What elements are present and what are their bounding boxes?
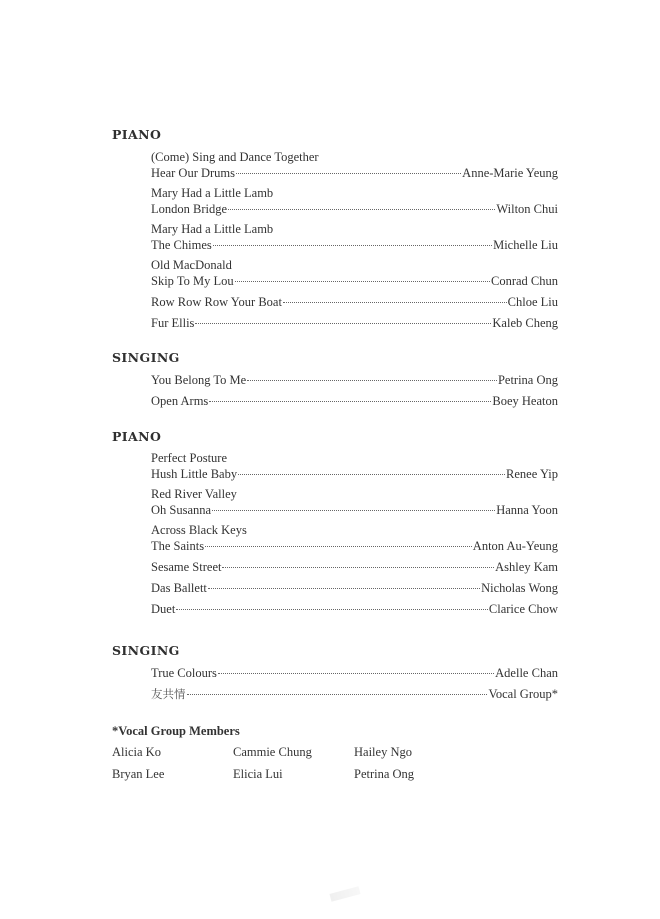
program-row xyxy=(151,237,558,253)
performer: Michelle Liu xyxy=(493,238,558,252)
section-heading: SINGING xyxy=(112,350,180,365)
performer: Anton Au-Yeung xyxy=(472,539,558,553)
leader-dots xyxy=(236,173,461,174)
piece-title: Open Arms xyxy=(151,394,209,408)
performer: Renee Yip xyxy=(506,467,558,481)
program-row xyxy=(151,686,558,702)
program-row xyxy=(151,502,558,518)
piece-title: You Belong To Me xyxy=(151,373,247,387)
program-row xyxy=(151,538,558,554)
section-heading: PIANO xyxy=(112,127,162,142)
piece-subtitle: Across Black Keys xyxy=(151,523,247,537)
program-row xyxy=(151,273,558,289)
piece-title: Hush Little Baby xyxy=(151,467,238,481)
piece-subtitle: (Come) Sing and Dance Together xyxy=(151,150,319,164)
member-name: Elicia Lui xyxy=(233,767,283,781)
leader-dots xyxy=(218,673,494,674)
performer: Kaleb Cheng xyxy=(492,316,558,330)
piece-subtitle: Perfect Posture xyxy=(151,451,228,465)
section-heading: PIANO xyxy=(112,429,162,444)
program-row xyxy=(151,466,558,482)
program-row xyxy=(151,601,558,617)
vocal-group-heading: *Vocal Group Members xyxy=(112,724,240,738)
member-name: Alicia Ko xyxy=(112,745,161,759)
leader-dots xyxy=(222,567,494,568)
performer: Nicholas Wong xyxy=(481,581,558,595)
section-heading: SINGING xyxy=(112,643,180,658)
piece-title: Skip To My Lou xyxy=(151,274,234,288)
leader-dots xyxy=(228,209,495,210)
piece-title: Oh Susanna xyxy=(151,503,212,517)
program-row xyxy=(151,559,558,575)
leader-dots xyxy=(195,323,491,324)
piece-subtitle: Mary Had a Little Lamb xyxy=(151,222,274,236)
leader-dots xyxy=(283,302,507,303)
piece-title: The Chimes xyxy=(151,238,212,252)
performer: Conrad Chun xyxy=(490,274,558,288)
performer: Vocal Group* xyxy=(488,687,558,701)
piece-title: Duet xyxy=(151,602,176,616)
program-row xyxy=(151,294,558,310)
program-row xyxy=(151,665,558,681)
performer: Boey Heaton xyxy=(492,394,558,408)
piece-title: The Saints xyxy=(151,539,205,553)
leader-dots xyxy=(212,510,495,511)
program-row xyxy=(151,201,558,217)
program-row xyxy=(151,393,558,409)
piece-subtitle: Red River Valley xyxy=(151,487,237,501)
piece-title: 友共情 xyxy=(151,687,186,701)
member-name: Hailey Ngo xyxy=(354,745,412,759)
piece-title: Row Row Row Your Boat xyxy=(151,295,282,309)
piece-subtitle: Mary Had a Little Lamb xyxy=(151,186,274,200)
leader-dots xyxy=(208,588,480,589)
performer: Chloe Liu xyxy=(507,295,558,309)
program-row xyxy=(151,372,558,388)
piece-title: Das Ballett xyxy=(151,581,207,595)
member-name: Cammie Chung xyxy=(233,745,312,759)
piece-title: Sesame Street xyxy=(151,560,222,574)
leader-dots xyxy=(176,609,488,610)
piece-title: Fur Ellis xyxy=(151,316,195,330)
performer: Clarice Chow xyxy=(488,602,558,616)
leader-dots xyxy=(238,474,505,475)
performer: Petrina Ong xyxy=(497,373,558,387)
performer: Wilton Chui xyxy=(496,202,558,216)
program-row xyxy=(151,580,558,596)
piece-subtitle: Old MacDonald xyxy=(151,258,232,272)
performer: Ashley Kam xyxy=(495,560,558,574)
piece-title: London Bridge xyxy=(151,202,228,216)
piece-title: True Colours xyxy=(151,666,217,680)
scan-smudge xyxy=(329,886,360,901)
member-name: Petrina Ong xyxy=(354,767,415,781)
leader-dots xyxy=(187,694,488,695)
piece-title: Hear Our Drums xyxy=(151,166,236,180)
program-row xyxy=(151,315,558,331)
performer: Adelle Chan xyxy=(495,666,558,680)
performer: Hanna Yoon xyxy=(496,503,558,517)
leader-dots xyxy=(247,380,497,381)
performer: Anne-Marie Yeung xyxy=(462,166,558,180)
leader-dots xyxy=(209,401,491,402)
leader-dots xyxy=(213,245,492,246)
leader-dots xyxy=(235,281,490,282)
leader-dots xyxy=(205,546,472,547)
program-row xyxy=(151,165,558,181)
member-name: Bryan Lee xyxy=(112,767,165,781)
